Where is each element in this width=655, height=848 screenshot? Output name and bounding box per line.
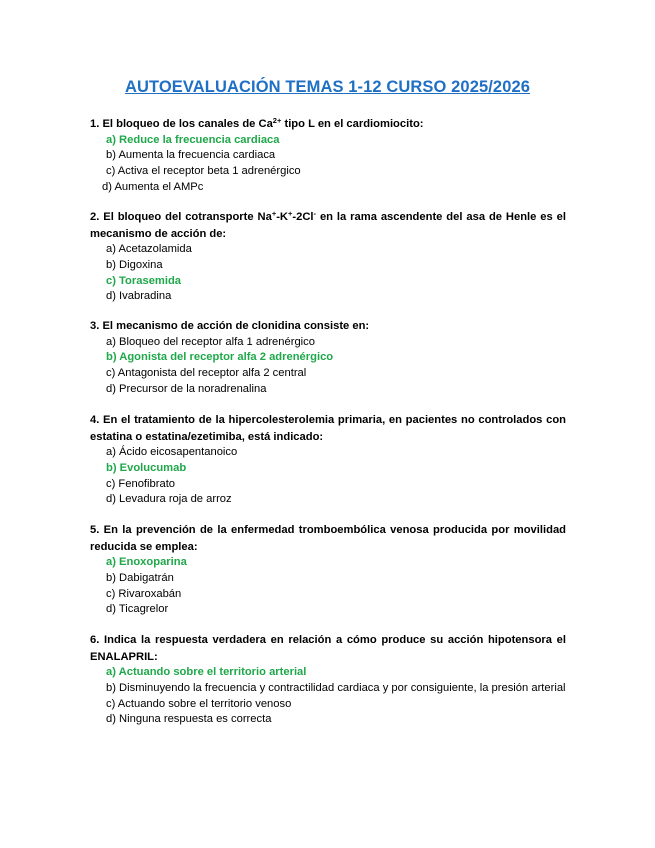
answer-option-correct: a) Actuando sobre el territorio arterial <box>106 666 307 678</box>
page-title: AUTOEVALUACIÓN TEMAS 1-12 CURSO 2025/2026 <box>124 78 531 96</box>
question-text: 4. En el tratamiento de la hipercolesterolemia primaria, en pacientes no controlados con estatina o estatina/ezetimiba, está indicado: <box>90 414 566 443</box>
answer-option: b) Digoxina <box>106 258 163 271</box>
answer-option-correct: a) Enoxoparina <box>106 556 187 568</box>
answer-option-correct: b) Agonista del receptor alfa 2 adrenérgico <box>106 351 334 364</box>
answer-option: b) Aumenta la frecuencia cardiaca <box>106 149 276 162</box>
answer-option: c) Actuando sobre el territorio venoso <box>106 697 292 710</box>
answer-option: c) Fenofibrato <box>106 477 176 490</box>
question-text: 1. El bloqueo de los canales de $Ca^{2+}$ tipo L en el cardiomiocito: <box>90 116 424 130</box>
answer-option: d) Ivabradina <box>106 290 172 303</box>
answer-option: a) Ácido eicosapentanoico <box>106 446 238 458</box>
answer-option: c) Activa el receptor beta 1 adrenérgico <box>106 165 301 178</box>
answer-option: b) Dabigatrán <box>106 571 174 584</box>
answer-option-correct: a) Reduce la frecuencia cardiaca <box>106 133 280 146</box>
answer-option: a) Bloqueo del receptor alfa 1 adrenérgico <box>106 335 315 348</box>
answer-option: d) Ticagrelor <box>106 603 169 616</box>
answer-option: d) Ninguna respuesta es correcta <box>106 713 272 726</box>
question-5 <box>90 522 566 618</box>
question-text: 3. El mecanismo de acción de clonidina consiste en: <box>90 320 370 332</box>
answer-option-correct: b) Evolucumab <box>106 461 187 474</box>
question-2 <box>90 209 566 305</box>
answer-option-correct: c) Torasemida <box>106 274 182 287</box>
answer-option: b) Disminuyendo la frecuencia y contractilidad cardiaca y por consiguiente, la presión arterial <box>106 681 566 694</box>
answer-option: c) Antagonista del receptor alfa 2 central <box>106 367 307 380</box>
question-6 <box>90 632 566 728</box>
question-text: 2. El bloqueo del cotransporte Na+-K+-2Cl- en la rama ascendente del asa de Henle es el mecanismo de acción de: <box>90 209 566 240</box>
answer-option: d) Aumenta el AMPc <box>102 180 204 193</box>
answer-option: c) Rivaroxabán <box>106 587 182 600</box>
answer-option: d) Precursor de la noradrenalina <box>106 382 267 395</box>
question-text: 5. En la prevención de la enfermedad tromboembólica venosa producida por movilidad reducida se emplea: <box>90 524 566 553</box>
question-4 <box>90 412 566 508</box>
answer-option: d) Levadura roja de arroz <box>106 493 232 506</box>
question-3 <box>90 318 566 398</box>
question-1 <box>90 116 566 196</box>
answer-option: a) Acetazolamida <box>106 243 192 255</box>
question-text: 6. Indica la respuesta verdadera en relación a cómo produce su acción hipotensora el ENALAPRIL: <box>90 634 566 663</box>
